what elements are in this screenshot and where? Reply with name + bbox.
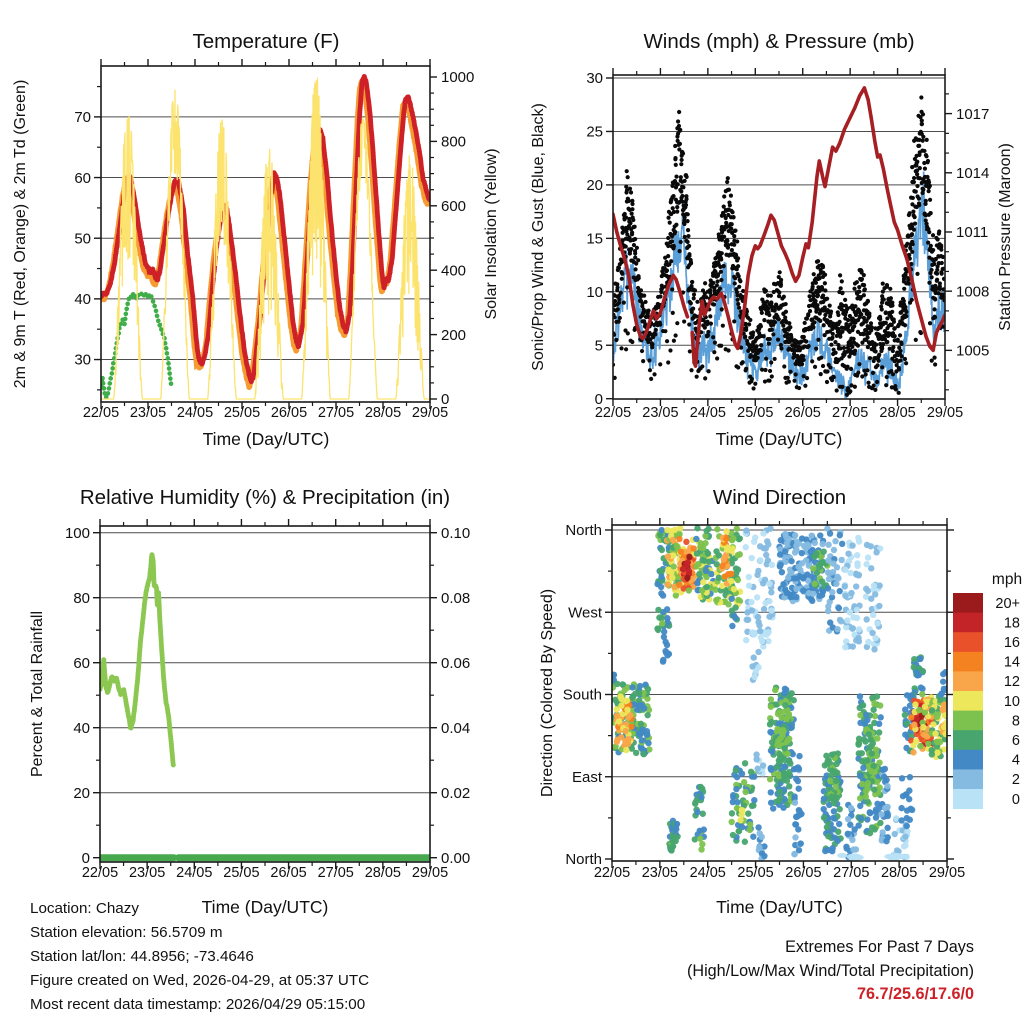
svg-text:1008: 1008 <box>956 283 990 301</box>
svg-text:70: 70 <box>74 109 91 127</box>
svg-text:25/05: 25/05 <box>223 405 261 421</box>
svg-text:40: 40 <box>74 291 91 309</box>
svg-text:26/05: 26/05 <box>785 865 822 881</box>
svg-text:East: East <box>571 768 602 786</box>
svg-text:60: 60 <box>73 654 90 672</box>
svg-text:22/05: 22/05 <box>594 405 632 421</box>
svg-text:4: 4 <box>1011 752 1020 769</box>
svg-text:400: 400 <box>441 262 467 280</box>
svg-text:50: 50 <box>74 230 91 248</box>
station-location: Location: Chazy <box>30 900 139 917</box>
svg-text:0.04: 0.04 <box>441 719 471 737</box>
svg-text:30: 30 <box>586 70 603 88</box>
panel-title-temperature: Temperature (F) <box>192 30 340 53</box>
svg-text:18: 18 <box>1003 615 1020 632</box>
station-latlon: Station lat/lon: 44.8956; -73.4646 <box>30 948 254 965</box>
svg-text:24/05: 24/05 <box>689 405 727 421</box>
svg-text:North: North <box>565 522 602 540</box>
svg-text:20+: 20+ <box>995 595 1020 612</box>
svg-text:25/05: 25/05 <box>737 865 774 881</box>
svg-text:0: 0 <box>1011 791 1020 808</box>
extremes-values: 76.7/25.6/17.6/0 <box>856 985 974 1003</box>
svg-text:0: 0 <box>441 391 450 409</box>
xaxis-label-rh: Time (Day/UTC) <box>201 897 329 917</box>
svg-text:1005: 1005 <box>956 342 990 360</box>
svg-text:0: 0 <box>81 849 90 867</box>
svg-text:27/05: 27/05 <box>831 405 869 421</box>
svg-text:1017: 1017 <box>956 105 990 123</box>
station-elevation: Station elevation: 56.5709 m <box>30 924 223 941</box>
svg-text:29/05: 29/05 <box>411 865 449 881</box>
svg-text:20: 20 <box>73 784 90 802</box>
panel-title-winds-pressure: Winds (mph) & Pressure (mb) <box>643 30 915 53</box>
svg-text:200: 200 <box>441 326 467 344</box>
svg-text:South: South <box>562 686 602 704</box>
svg-text:29/05: 29/05 <box>928 865 966 881</box>
svg-text:40: 40 <box>73 719 90 737</box>
svg-text:0: 0 <box>594 390 603 408</box>
xaxis-label-temperature: Time (Day/UTC) <box>202 429 330 449</box>
svg-text:25: 25 <box>586 123 603 141</box>
svg-text:23/05: 23/05 <box>128 865 166 881</box>
svg-text:0.08: 0.08 <box>441 589 471 607</box>
svg-text:5: 5 <box>594 337 603 355</box>
svg-text:14: 14 <box>1003 654 1020 671</box>
yaxis-label-percent-left: Percent & Total Rainfall <box>29 610 46 778</box>
yaxis-label-temperature-left: 2m & 9m T (Red, Orange) & 2m Td (Green) <box>12 79 29 389</box>
svg-text:60: 60 <box>74 169 91 187</box>
svg-text:30: 30 <box>74 351 91 369</box>
most-recent-data-timestamp: Most recent data timestamp: 2026/04/29 05:15:00 <box>30 996 366 1013</box>
svg-text:1014: 1014 <box>956 164 990 182</box>
yaxis-label-wind-left: Sonic/Prop Wind & Gust (Blue, Black) <box>530 103 547 371</box>
svg-text:100: 100 <box>64 524 90 542</box>
svg-text:600: 600 <box>441 198 467 215</box>
svg-text:24/05: 24/05 <box>689 865 726 881</box>
svg-text:25/05: 25/05 <box>737 405 774 421</box>
yaxis-label-solar-right: Solar Insolation (Yellow) <box>483 148 500 320</box>
svg-text:26/05: 26/05 <box>270 865 307 881</box>
svg-text:29/05: 29/05 <box>926 405 964 421</box>
svg-text:6: 6 <box>1011 733 1020 749</box>
panel-title-rh-precip: Relative Humidity (%) & Precipitation (in) <box>79 486 451 509</box>
figure-created-timestamp: Figure created on Wed, 2026-04-29, at 05:37 UTC <box>30 972 370 989</box>
yaxis-label-pressure-right: Station Pressure (Maroon) <box>997 143 1014 331</box>
xaxis-label-winds: Time (Day/UTC) <box>715 429 843 449</box>
svg-text:27/05: 27/05 <box>833 865 870 881</box>
svg-text:10: 10 <box>586 284 603 301</box>
svg-text:28/05: 28/05 <box>364 405 402 421</box>
svg-text:22/05: 22/05 <box>81 865 119 881</box>
svg-text:28/05: 28/05 <box>364 865 402 881</box>
svg-text:800: 800 <box>441 133 467 151</box>
svg-text:23/05: 23/05 <box>129 405 167 421</box>
panel-title-wind-direction: Wind Direction <box>712 486 847 509</box>
extremes-subtitle: (High/Low/Max Wind/Total Precipitation) <box>687 961 974 980</box>
svg-text:26/05: 26/05 <box>784 405 821 421</box>
svg-text:2: 2 <box>1011 772 1020 789</box>
svg-text:8: 8 <box>1011 713 1020 730</box>
svg-text:0.06: 0.06 <box>441 654 471 672</box>
station-info-block <box>30 897 369 1017</box>
svg-text:25/05: 25/05 <box>223 865 260 881</box>
svg-text:22/05: 22/05 <box>82 405 120 421</box>
svg-text:28/05: 28/05 <box>880 865 918 881</box>
svg-text:16: 16 <box>1003 635 1020 651</box>
svg-text:0.10: 0.10 <box>441 524 471 542</box>
svg-text:24/05: 24/05 <box>176 405 214 421</box>
svg-text:West: West <box>568 604 602 622</box>
svg-text:28/05: 28/05 <box>879 405 916 421</box>
extremes-block <box>560 936 974 1007</box>
svg-text:20: 20 <box>586 177 603 195</box>
svg-text:26/05: 26/05 <box>270 405 308 421</box>
colorbar-title: mph <box>991 571 1023 588</box>
svg-text:0.00: 0.00 <box>441 849 471 867</box>
svg-text:15: 15 <box>586 230 603 248</box>
xaxis-label-winddir: Time (Day/UTC) <box>716 897 843 917</box>
svg-text:24/05: 24/05 <box>176 865 213 881</box>
svg-text:23/05: 23/05 <box>641 865 679 881</box>
svg-text:29/05: 29/05 <box>411 405 449 421</box>
svg-text:10: 10 <box>1003 693 1020 710</box>
svg-text:0.02: 0.02 <box>441 784 471 802</box>
svg-text:27/05: 27/05 <box>317 865 354 881</box>
svg-text:1000: 1000 <box>441 69 475 87</box>
svg-text:23/05: 23/05 <box>642 405 679 421</box>
svg-text:1011: 1011 <box>956 224 989 242</box>
svg-text:22/05: 22/05 <box>593 865 631 881</box>
svg-text:80: 80 <box>73 589 90 607</box>
svg-text:12: 12 <box>1003 674 1020 691</box>
svg-text:North: North <box>565 851 602 869</box>
yaxis-label-direction-left: Direction (Colored By Speed) <box>539 588 556 798</box>
extremes-title: Extremes For Past 7 Days <box>785 938 974 956</box>
svg-text:27/05: 27/05 <box>317 405 355 421</box>
